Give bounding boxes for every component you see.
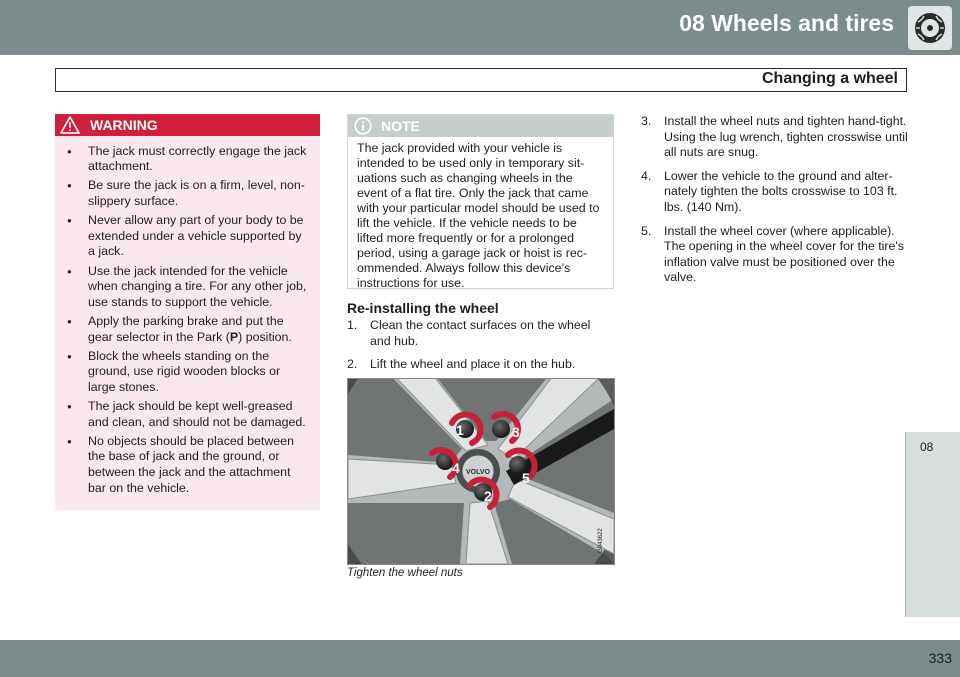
park-text-after: ) position. (238, 329, 292, 344)
step-text: Clean the contact surfaces on the wheel and hub. (370, 318, 591, 348)
warning-item-park (67, 314, 310, 345)
step-number: 2. (347, 357, 358, 372)
park-text-before: Apply the parking brake and put the gear selector in the Park ( (88, 313, 284, 344)
warning-item: ● Use the jack intended for the vehicle when changing a tire. For any other job, use stands to support the vehicle. (67, 264, 310, 311)
steps-list-left (347, 318, 612, 381)
page-number: 333 (928, 650, 952, 666)
warning-item: ● Be sure the jack is on a firm, level, non-slippery surface. (67, 178, 310, 209)
step-number: 5. (641, 223, 652, 238)
step-text: Install the wheel nuts and tighten hand-tight. Using the lug wrench, tighten crosswise until all nuts are snug. (664, 114, 908, 160)
note-box (347, 114, 614, 289)
reinstall-heading: Re-installing the wheel (347, 300, 499, 316)
nut-label: 1 (456, 422, 464, 438)
note-header (348, 115, 613, 137)
note-heading: NOTE (381, 118, 420, 134)
steps-list-right (641, 114, 911, 294)
nut-label: 4 (452, 460, 460, 476)
section-bar (55, 68, 907, 92)
footer-bar (0, 640, 960, 677)
step-text: Lower the vehicle to the ground and alternately tighten the bolts crosswise to 103 ft. lbs. (140 Nm). (664, 168, 898, 214)
warning-item: ● The jack must correctly engage the jack attachment. (67, 144, 310, 175)
warning-item: ● No objects should be placed between the base of jack and the ground, or between the jack and the attachment bar on the vehicle. (67, 434, 310, 496)
wheel-nut-illustration (347, 378, 615, 565)
step-item (641, 114, 911, 161)
chapter-title: 08 Wheels and tires (679, 10, 894, 36)
tire-icon (908, 6, 952, 50)
step-item (641, 224, 911, 286)
section-title: Changing a wheel (761, 70, 898, 87)
figure-caption: Tighten the wheel nuts (347, 567, 463, 579)
step-item (641, 169, 911, 216)
chapter-header-bar (0, 0, 960, 55)
nut-label: 5 (522, 470, 530, 486)
nut-label: 2 (484, 488, 492, 504)
step-text: Install the wheel cover (where applicable). The opening in the wheel cover for the tire's inflation valve must be positioned over the valve. (664, 223, 904, 285)
warning-list (55, 136, 320, 496)
step-number: 1. (347, 318, 358, 332)
info-icon (354, 117, 372, 135)
note-text: The jack provided with your vehicle is intended to be used only in temporary situations such as changing wheels in the event of a flat tire. Only the jack that came with your particular model should be used to lift the vehicle. If the vehicle needs to be lifted more frequently or for a prolonged period, using a garage jack or hoist is recommended. Always follow this device’s instructions for use. (357, 141, 600, 290)
warning-item: ● Never allow any part of your body to be extended under a vehicle supported by a jack. (67, 213, 310, 260)
figure-code: G043622 (598, 528, 604, 553)
step-number: 4. (641, 168, 652, 183)
warning-item: ● The jack should be kept well-greased and clean, and should not be damaged. (67, 399, 310, 430)
hub-logo: VOLVO (466, 469, 490, 476)
warning-item: ● Block the wheels standing on the ground, use rigid wooden blocks or large stones. (67, 349, 310, 396)
warning-heading: WARNING (90, 117, 158, 133)
step-number: 3. (641, 114, 652, 128)
warning-triangle-icon (60, 116, 80, 134)
nut-label: 3 (512, 424, 520, 440)
chapter-tab (905, 432, 960, 617)
warning-box (55, 114, 320, 510)
chapter-tab-label: 08 (920, 440, 934, 454)
warning-header (55, 114, 320, 136)
step-text: Lift the wheel and place it on the hub. (370, 357, 576, 372)
step-item (347, 357, 612, 373)
step-item (347, 318, 612, 349)
park-letter: P (229, 329, 239, 344)
